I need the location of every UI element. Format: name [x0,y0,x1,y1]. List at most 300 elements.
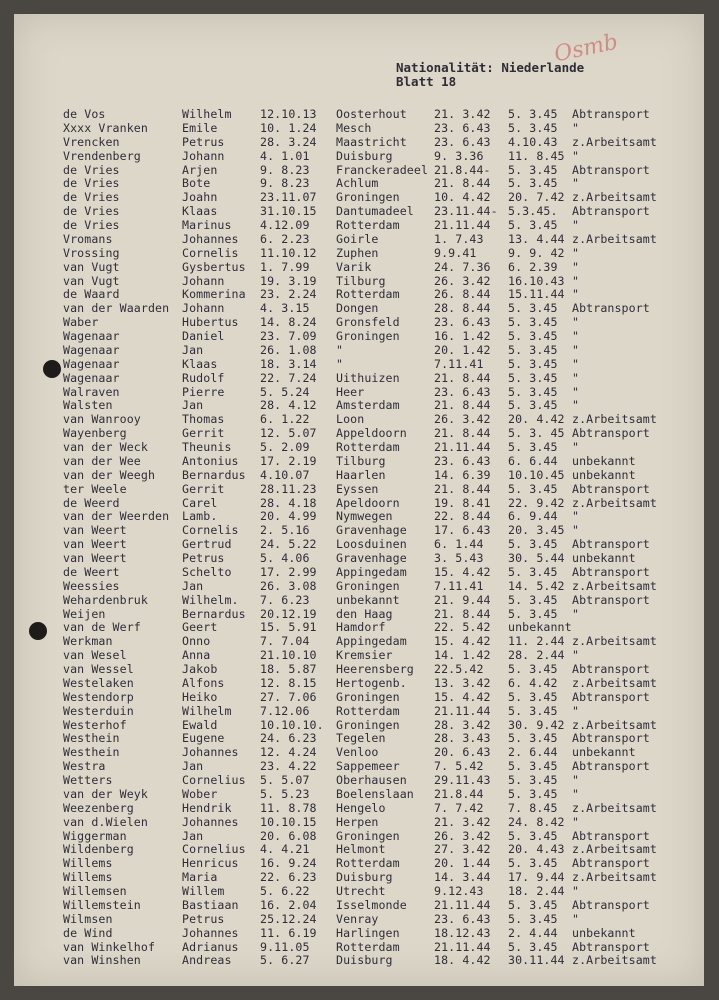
cell-place: Dongen [336,301,379,316]
cell-surname: Wetters [63,773,113,787]
cell-status: " [572,606,580,621]
record-row [14,524,704,538]
cell-place: Venloo [336,745,379,760]
cell-birth-date: 1. 7.99 [260,259,310,274]
record-row [14,843,704,857]
cell-status: " [572,259,580,274]
cell-given-name: Arjen [182,162,218,177]
cell-place: Apeldoorn [336,495,400,510]
cell-given-name: Petrus [182,551,225,565]
record-row [14,580,704,594]
cell-place: Franckeradeel [336,162,429,177]
cell-given-name: Petrus [182,134,225,149]
record-row [14,691,704,705]
cell-date-in: 21.8.44- [434,162,491,177]
cell-given-name: Marinus [182,218,232,232]
cell-date-out: 7. 8.45 [508,800,558,815]
cell-surname: van Vugt [63,259,120,274]
cell-date-out: 28. 2.44 [508,648,565,663]
cell-status: z.Arbeitsamt [572,800,657,815]
cell-birth-date: 23. 2.24 [260,287,317,302]
cell-surname: van d.Wielen [63,814,148,829]
cell-surname: Vrossing [63,245,120,260]
cell-surname: Wiggerman [63,828,127,843]
cell-date-out: 5. 3.45 [508,218,558,232]
cell-status: Abtransport [572,731,650,746]
cell-given-name: Antonius [182,453,239,468]
cell-birth-date: 28.11.23 [260,481,317,496]
cell-given-name: Eugene [182,731,225,746]
cell-date-out: 5. 3.45 [508,939,558,954]
cell-date-out: 6. 4.42 [508,675,558,690]
cell-place: Achlum [336,176,379,191]
cell-given-name: Ewald [182,717,218,732]
record-row [14,594,704,608]
cell-date-out: 17. 9.44 [508,870,565,885]
record-row [14,330,704,344]
cell-given-name: Jan [182,828,204,843]
cell-status: z.Arbeitsamt [572,634,657,649]
cell-status: " [572,218,580,232]
cell-status: " [572,884,580,898]
cell-given-name: Gertrud [182,537,232,552]
cell-birth-date: 23. 4.22 [260,759,317,774]
cell-surname: de Vries [63,190,120,205]
cell-date-in: 26. 3.42 [434,828,491,843]
cell-surname: de Waard [63,287,120,302]
cell-date-out: 5. 3.45 [508,911,558,926]
cell-surname: Wilmsen [63,911,113,926]
cell-surname: Weessies [63,578,120,593]
cell-date-in: 23. 6.43 [434,120,491,135]
cell-date-in: 7. 7.42 [434,800,484,815]
cell-given-name: Jan [182,759,204,774]
cell-date-in: 22.5.42 [434,662,484,676]
cell-surname: van Winkelhof [63,939,156,954]
cell-status: " [572,342,580,357]
cell-place: Appingedam [336,634,407,649]
cell-status: z.Arbeitsamt [572,675,657,690]
cell-birth-date: 4. 1.01 [260,148,310,163]
cell-birth-date: 24. 5.22 [260,537,317,552]
cell-given-name: Johannes [182,231,239,246]
cell-place: Loon [336,412,365,427]
cell-date-out: 13. 4.44 [508,231,565,246]
cell-status: Abtransport [572,828,650,843]
cell-date-out: 5. 3.45 [508,370,558,385]
record-row [14,441,704,455]
cell-given-name: Emile [182,120,218,135]
cell-birth-date: 26. 3.08 [260,578,317,593]
cell-place: Helmont [336,842,386,857]
cell-date-in: 28. 8.44 [434,301,491,316]
cell-place: Tegelen [336,731,386,746]
cell-surname: Vrencken [63,134,120,149]
cell-date-out: 20. 3.45 [508,523,565,538]
cell-place: Groningen [336,329,400,343]
cell-surname: Wayenberg [63,426,127,441]
cell-date-in: 10. 4.42 [434,190,491,205]
cell-date-in: 27. 3.42 [434,842,491,857]
cell-surname: Westra [63,759,106,774]
record-row [14,316,704,330]
cell-status: " [572,356,580,371]
cell-birth-date: 4.12.09 [260,218,310,232]
cell-birth-date: 9. 8.23 [260,162,310,177]
cell-place: Harlingen [336,925,400,940]
cell-place: Rotterdam [336,218,400,232]
cell-status: " [572,273,580,288]
record-row [14,261,704,275]
cell-given-name: Jan [182,398,204,413]
record-row [14,247,704,261]
record-row [14,469,704,483]
cell-date-in: 15. 4.42 [434,634,491,649]
cell-date-in: 3. 5.43 [434,551,484,565]
cell-date-out: 18. 2.44 [508,884,565,898]
cell-birth-date: 18. 5.87 [260,662,317,676]
cell-date-in: 21. 3.42 [434,107,491,121]
cell-date-in: 29.11.43 [434,773,491,787]
record-row [14,649,704,663]
cell-date-out: 20. 4.42 [508,412,565,427]
record-row [14,788,704,802]
cell-surname: van der Waarden [63,301,170,316]
cell-place: Groningen [336,190,400,205]
cell-birth-date: 12. 5.07 [260,426,317,441]
cell-birth-date: 10.10.15 [260,814,317,829]
cell-birth-date: 28. 4.18 [260,495,317,510]
cell-date-in: 20. 6.43 [434,745,491,760]
cell-birth-date: 25.12.24 [260,911,317,926]
cell-date-out: 6. 2.39 [508,259,558,274]
cell-status: " [572,370,580,385]
cell-date-in: 23. 6.43 [434,453,491,468]
cell-date-in: 28. 3.42 [434,717,491,732]
record-row [14,233,704,247]
cell-given-name: Cornelius [182,773,246,787]
record-row [14,954,704,968]
cell-given-name: Cornelis [182,523,239,538]
cell-date-in: 14. 1.42 [434,648,491,663]
record-row [14,177,704,191]
cell-status: Abtransport [572,564,650,579]
cell-status: " [572,329,580,343]
cell-date-in: 15. 4.42 [434,689,491,704]
cell-birth-date: 15. 5.91 [260,620,317,635]
cell-place: Hengelo [336,800,386,815]
cell-date-in: 23. 6.43 [434,911,491,926]
cell-status: Abtransport [572,662,650,676]
cell-place: Eyssen [336,481,379,496]
cell-surname: van Wessel [63,662,134,676]
cell-place: Venray [336,911,379,926]
record-row [14,455,704,469]
cell-surname: de Vries [63,162,120,177]
cell-given-name: Adrianus [182,939,239,954]
cell-place: Duisburg [336,870,393,885]
cell-date-in: 20. 1.44 [434,856,491,871]
cell-birth-date: 16. 2.04 [260,897,317,912]
cell-date-in: 9.12.43 [434,884,484,898]
cell-date-in: 17. 6.43 [434,523,491,538]
cell-date-out: 5. 3.45 [508,856,558,871]
cell-surname: Wagenaar [63,370,120,385]
cell-date-out: 24. 8.42 [508,814,565,829]
cell-given-name: Onno [182,634,211,649]
cell-date-out: 5. 3.45 [508,398,558,413]
cell-date-out: 5. 3.45 [508,329,558,343]
cell-place: Uithuizen [336,370,400,385]
cell-date-in: 21.11.44 [434,703,491,718]
cell-birth-date: 5. 4.06 [260,551,310,565]
cell-birth-date: 19. 3.19 [260,273,317,288]
cell-status: " [572,523,580,538]
cell-date-out: 5. 3.45 [508,356,558,371]
record-row [14,413,704,427]
cell-status: z.Arbeitsamt [572,190,657,205]
record-row [14,399,704,413]
cell-birth-date: 5. 5.24 [260,384,310,399]
cell-place: Rotterdam [336,287,400,302]
cell-status: " [572,315,580,330]
cell-given-name: Wilhelm. [182,592,239,607]
cell-given-name: Johann [182,273,225,288]
document-page [14,14,704,986]
cell-birth-date: 9.11.05 [260,939,310,954]
cell-place: Hamdorf [336,620,386,635]
cell-surname: van der Weyk [63,786,148,801]
cell-place: Kremsier [336,648,393,663]
cell-place: unbekannt [336,592,400,607]
cell-status: Abtransport [572,301,650,316]
cell-date-out: 5. 3.45 [508,703,558,718]
cell-birth-date: 16. 9.24 [260,856,317,871]
cell-status: Abtransport [572,689,650,704]
cell-surname: Westhein [63,745,120,760]
cell-date-in: 26. 3.42 [434,412,491,427]
cell-status: unbekannt [572,467,636,482]
record-row [14,275,704,289]
cell-birth-date: 11. 6.19 [260,925,317,940]
cell-date-out: 5. 3.45 [508,786,558,801]
cell-date-in: 23. 6.43 [434,315,491,330]
cell-date-out: 5. 3.45 [508,731,558,746]
cell-date-in: 21. 8.44 [434,426,491,441]
cell-date-in: 18.12.43 [434,925,491,940]
cell-place: Appingedam [336,564,407,579]
cell-surname: Wildenberg [63,842,134,857]
cell-place: den Haag [336,606,393,621]
cell-birth-date: 23. 7.09 [260,329,317,343]
cell-date-out: 20. 4.43 [508,842,565,857]
cell-status: " [572,398,580,413]
cell-date-out: 5.3.45. [508,204,558,219]
cell-surname: Westelaken [63,675,134,690]
cell-date-in: 21. 9.44 [434,592,491,607]
cell-place: Groningen [336,578,400,593]
cell-date-in: 21. 8.44 [434,481,491,496]
cell-surname: van Weert [63,537,127,552]
record-row [14,719,704,733]
cell-birth-date: 6. 1.22 [260,412,310,427]
cell-surname: de Vos [63,107,106,121]
cell-birth-date: 11.10.12 [260,245,317,260]
cell-status: unbekannt [572,453,636,468]
record-row [14,802,704,816]
cell-surname: Willemstein [63,897,141,912]
cell-date-out: 14. 5.42 [508,578,565,593]
record-row [14,871,704,885]
record-row [14,108,704,122]
record-row [14,191,704,205]
cell-status: unbekannt [572,745,636,760]
cell-date-out: 5. 3.45 [508,606,558,621]
cell-birth-date: 14. 8.24 [260,315,317,330]
cell-status: z.Arbeitsamt [572,842,657,857]
record-row [14,302,704,316]
cell-birth-date: 21.10.10 [260,648,317,663]
cell-date-in: 21. 8.44 [434,176,491,191]
cell-birth-date: 17. 2.99 [260,564,317,579]
cell-date-in: 14. 3.44 [434,870,491,885]
cell-date-in: 21. 8.44 [434,370,491,385]
cell-status: unbekannt [572,551,636,565]
cell-surname: de Wind [63,925,113,940]
cell-surname: Weezenberg [63,800,134,815]
cell-birth-date: 20.12.19 [260,606,317,621]
cell-birth-date: 6. 2.23 [260,231,310,246]
cell-birth-date: 4. 4.21 [260,842,310,857]
cell-surname: Werkman [63,634,113,649]
cell-given-name: Geert [182,620,218,635]
cell-status: " [572,648,580,663]
cell-birth-date: 22. 7.24 [260,370,317,385]
cell-birth-date: 7. 6.23 [260,592,310,607]
cell-surname: van Vugt [63,273,120,288]
cell-date-out: 5. 3.45 [508,897,558,912]
cell-given-name: Henricus [182,856,239,871]
cell-given-name: Johann [182,301,225,316]
cell-surname: de Vries [63,176,120,191]
record-row [14,913,704,927]
cell-given-name: Petrus [182,911,225,926]
cell-place: Boelenslaan [336,786,414,801]
cell-date-out: 30. 9.42 [508,717,565,732]
cell-date-out: 6. 6.44 [508,453,558,468]
cell-status: z.Arbeitsamt [572,870,657,885]
cell-birth-date: 9. 8.23 [260,176,310,191]
cell-place: Zuphen [336,245,379,260]
cell-given-name: Schelto [182,564,232,579]
cell-surname: Wagenaar [63,356,120,371]
cell-surname: Wehardenbruk [63,592,148,607]
cell-surname: Westhein [63,731,120,746]
cell-date-in: 26. 3.42 [434,273,491,288]
cell-surname: Willems [63,870,113,885]
cell-place: Oosterhout [336,107,407,121]
cell-surname: Walraven [63,384,120,399]
cell-place: Heer [336,384,365,399]
cell-surname: Xxxx Vranken [63,120,148,135]
cell-birth-date: 11. 8.78 [260,800,317,815]
cell-given-name: Lamb. [182,509,218,524]
cell-given-name: Daniel [182,329,225,343]
cell-place: Rotterdam [336,856,400,871]
cell-birth-date: 26. 1.08 [260,342,317,357]
record-row [14,885,704,899]
cell-date-in: 7.11.41 [434,578,484,593]
cell-place: Gronsfeld [336,315,400,330]
cell-date-in: 20. 1.42 [434,342,491,357]
cell-surname: Willems [63,856,113,871]
cell-given-name: Klaas [182,204,218,219]
cell-date-out: 5. 3.45 [508,773,558,787]
record-row [14,136,704,150]
cell-surname: de Weerd [63,495,120,510]
cell-date-in: 21. 3.42 [434,814,491,829]
cell-given-name: Gerrit [182,426,225,441]
cell-surname: van Wesel [63,648,127,663]
cell-place: Isselmonde [336,897,407,912]
record-row [14,608,704,622]
cell-place: Groningen [336,717,400,732]
cell-status: Abtransport [572,897,650,912]
cell-date-in: 26. 8.44 [434,287,491,302]
cell-surname: Westerduin [63,703,134,718]
cell-date-out: 5. 3. 45 [508,426,565,441]
cell-birth-date: 20. 6.08 [260,828,317,843]
record-row [14,497,704,511]
cell-given-name: Wober [182,786,218,801]
cell-place: Rotterdam [336,440,400,454]
cell-surname: ter Weele [63,481,127,496]
cell-birth-date: 10. 1.24 [260,120,317,135]
cell-surname: Vrendenberg [63,148,141,163]
cell-date-out: 6. 9.44 [508,509,558,524]
nationality-heading: Nationalität: Niederlande [396,60,585,75]
cell-status: " [572,786,580,801]
cell-place: " [336,342,344,357]
cell-date-in: 21.8.44 [434,786,484,801]
cell-surname: van der Weegh [63,467,156,482]
cell-given-name: Alfons [182,675,225,690]
cell-surname: Willemsen [63,884,127,898]
cell-given-name: Theunis [182,440,232,454]
cell-birth-date: 5. 2.09 [260,440,310,454]
cell-date-in: 19. 8.41 [434,495,491,510]
cell-status: Abtransport [572,481,650,496]
cell-status: " [572,703,580,718]
cell-date-in: 23.11.44- [434,204,498,219]
cell-surname: Walsten [63,398,113,413]
cell-date-out: 5. 3.45 [508,342,558,357]
cell-place: Tilburg [336,273,386,288]
cell-place: Gravenhage [336,523,407,538]
cell-date-out: 5. 3.45 [508,107,558,121]
cell-status: Abtransport [572,856,650,871]
cell-place: Oberhausen [336,773,407,787]
cell-status: z.Arbeitsamt [572,412,657,427]
cell-date-in: 15. 4.42 [434,564,491,579]
cell-surname: de Vries [63,218,120,232]
cell-given-name: Jakob [182,662,218,676]
cell-birth-date: 10.10.10. [260,717,324,732]
handwritten-stamp: Osmb [552,29,621,68]
cell-date-out: 30.11.44 [508,953,565,968]
cell-surname: van Winshen [63,953,141,968]
cell-given-name: Cornelius [182,842,246,857]
